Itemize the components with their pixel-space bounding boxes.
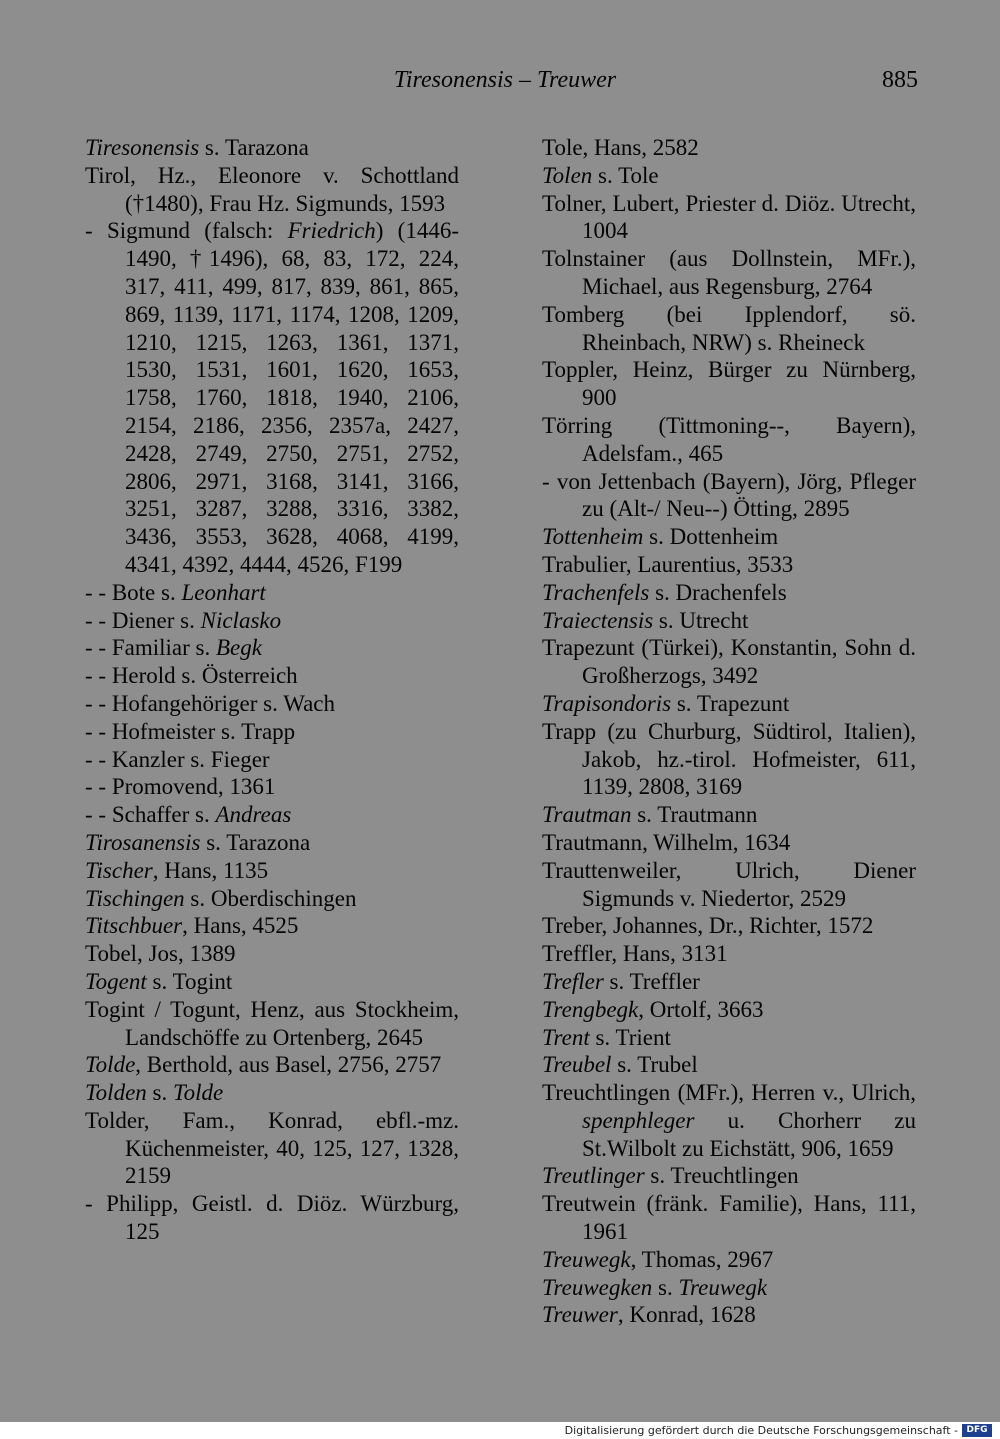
entry-italic-text: Tottenheim	[542, 524, 644, 550]
entry-italic-text: Trapisondoris	[542, 690, 672, 716]
entry-text: Trautmann, Wilhelm, 1634	[542, 829, 791, 855]
entry-text: - von Jettenbach (Bayern), Jörg, Pfleger zu (Alt-/ Neu--) Ötting, 2895	[542, 468, 916, 522]
index-entry	[542, 968, 916, 996]
entry-text: s. Trubel	[611, 1052, 698, 1078]
index-entry	[85, 746, 459, 774]
entry-text: - - Bote s.	[85, 579, 182, 605]
index-entry	[85, 217, 459, 578]
entry-text: s.	[652, 1274, 679, 1300]
entry-italic-text: Treubel	[542, 1052, 612, 1078]
index-entry	[542, 634, 916, 690]
index-entry	[542, 551, 916, 579]
entry-italic-text: Treuwegk	[542, 1246, 631, 1272]
entry-italic-text: Treutlinger	[542, 1163, 645, 1189]
index-entry	[85, 134, 459, 162]
index-entry	[85, 162, 459, 218]
entry-text: s. Treffler	[603, 968, 700, 994]
index-entry	[542, 134, 916, 162]
dfg-logo: DFG	[962, 1424, 992, 1437]
entry-text: Treuchtlingen (MFr.), Herren v., Ulrich,	[542, 1080, 916, 1106]
index-entry	[542, 1024, 916, 1052]
entry-text: Toppler, Heinz, Bürger zu Nürnberg, 900	[542, 357, 916, 411]
digitization-footer	[0, 1422, 1000, 1439]
entry-text: , Berthold, aus Basel, 2756, 2757	[135, 1052, 442, 1078]
entry-italic-text: Tolden	[85, 1080, 147, 1106]
entry-text: s. Tarazona	[200, 829, 311, 855]
entry-italic-text: Friedrich	[287, 218, 376, 244]
index-entry	[542, 1274, 916, 1302]
entry-text: s. Drachenfels	[649, 579, 787, 605]
entry-text: ) (1446-1490, †1496), 68, 83, 172, 224, 317, 411, 499, 817, 839, 861, 865, 869, 1139, 1171, 1174, 1208, 1209, 1210, 1215, 1263, 1361, 1371, 1530, 1531, 1601, 1620, 1653, 1758, 1760, 1818, 1940, 2106, 2154, 2186, 2356, 2357a, 2427, 2428, 2749, 2750, 2751, 2752, 2806, 2971, 3168, 3141, 3166, 3251, 3287, 3288, 3316, 3382, 3436, 3553, 3628, 4068, 4199, 4341, 4392, 4444, 4526, F199	[125, 218, 460, 577]
index-entry	[542, 190, 916, 246]
entry-italic-text: Niclasko	[200, 607, 282, 633]
entry-text: - - Hofangehöriger s. Wach	[85, 690, 335, 716]
entry-text: - Philipp, Geistl. d. Diöz. Würzburg, 125	[85, 1191, 459, 1245]
entry-text: s. Oberdischingen	[184, 885, 357, 911]
index-column-left	[85, 134, 459, 1246]
entry-italic-text: Trefler	[542, 968, 604, 994]
entry-italic-text: Tischer	[85, 857, 153, 883]
entry-text: Trabulier, Laurentius, 3533	[542, 551, 794, 577]
index-entry	[542, 412, 916, 468]
index-entry	[542, 162, 916, 190]
entry-text: s. Trautmann	[631, 802, 758, 828]
index-entry	[542, 1162, 916, 1190]
index-entry	[85, 829, 459, 857]
entry-text: , Hans, 4525	[182, 913, 299, 939]
entry-text: u. Chorherr zu St.Wilbolt zu Eichstätt, 906, 1659	[582, 1107, 916, 1161]
index-entry	[85, 912, 459, 940]
entry-italic-text: Andreas	[215, 802, 292, 828]
index-entry	[85, 607, 459, 635]
entry-text: s. Togint	[146, 968, 233, 994]
index-entry	[85, 1190, 459, 1246]
entry-italic-text: Trautman	[542, 802, 632, 828]
entry-text: - - Kanzler s. Fieger	[85, 746, 270, 772]
entry-text: Trapp (zu Churburg, Südtirol, Italien), Jakob, hz.-tirol. Hofmeister, 611, 1139, 2808, 3169	[542, 718, 916, 800]
entry-text: Treutwein (fränk. Familie), Hans, 111, 1961	[542, 1191, 916, 1245]
entry-italic-text: Treuwer	[542, 1302, 618, 1328]
index-entry	[85, 801, 459, 829]
entry-text: - - Familiar s.	[85, 635, 216, 661]
entry-text: s. Utrecht	[653, 607, 749, 633]
index-entry	[542, 579, 916, 607]
index-entry	[542, 996, 916, 1024]
index-entry	[542, 1190, 916, 1246]
entry-italic-text: Tolde	[85, 1052, 136, 1078]
index-entry	[542, 607, 916, 635]
index-entry	[542, 912, 916, 940]
entry-text: Törring (Tittmoning--, Bayern), Adelsfam., 465	[542, 412, 916, 466]
index-column-right	[542, 134, 916, 1329]
index-entry	[542, 690, 916, 718]
entry-text: , Hans, 1135	[152, 857, 269, 883]
entry-italic-text: Trachenfels	[542, 579, 650, 605]
entry-text: - - Schaffer s.	[85, 802, 216, 828]
entry-text: s. Treuchtlingen	[644, 1163, 799, 1189]
entry-text: Tolner, Lubert, Priester d. Diöz. Utrecht, 1004	[542, 190, 916, 244]
entry-text: , Thomas, 2967	[630, 1246, 774, 1272]
index-entry	[542, 718, 916, 801]
index-entry	[542, 245, 916, 301]
entry-text: s. Tarazona	[199, 135, 309, 160]
entry-italic-text: Trent	[542, 1024, 590, 1050]
index-entry	[85, 1079, 459, 1107]
entry-text: Treffler, Hans, 3131	[542, 941, 728, 967]
entry-text: Tolnstainer (aus Dollnstein, MFr.), Michael, aus Regensburg, 2764	[542, 246, 916, 299]
index-entry	[85, 1051, 459, 1079]
index-entry	[542, 1301, 916, 1329]
index-entry	[542, 468, 916, 524]
entry-text: , Konrad, 1628	[617, 1302, 756, 1328]
entry-italic-text: Titschbuer	[85, 913, 183, 939]
entry-italic-text: Traiectensis	[542, 607, 654, 633]
index-entry	[85, 996, 459, 1052]
entry-italic-text: Tiresonensis	[85, 135, 200, 160]
entry-text: Tirol, Hz., Eleonore v. Schottland (†1480), Frau Hz. Sigmunds, 1593	[85, 162, 459, 216]
entry-italic-text: Tolen	[542, 162, 593, 188]
index-entry	[85, 718, 459, 746]
footer-credit: Digitalisierung gefördert durch die Deutsche Forschungsgemeinschaft -	[564, 1424, 958, 1437]
entry-text: Togint / Togunt, Henz, aus Stockheim, Landschöffe zu Ortenberg, 2645	[85, 996, 459, 1050]
entry-text: s. Trient	[589, 1024, 671, 1050]
entry-text: s.	[146, 1080, 173, 1106]
entry-text: Tolder, Fam., Konrad, ebfl.-mz. Küchenmeister, 40, 125, 127, 1328, 2159	[85, 1107, 459, 1189]
index-entry	[85, 885, 459, 913]
entry-italic-text: Treuwegk	[678, 1274, 768, 1300]
entry-italic-text: spenphleger	[582, 1107, 695, 1133]
running-header-title: Tiresonensis – Treuwer	[393, 67, 617, 93]
entry-text: Treber, Johannes, Dr., Richter, 1572	[542, 913, 874, 939]
entry-text: - - Promovend, 1361	[85, 774, 276, 800]
entry-italic-text: Trengbegk	[542, 996, 639, 1022]
index-entry	[85, 940, 459, 968]
entry-italic-text: Tolde	[172, 1080, 224, 1106]
entry-text: Tomberg (bei Ipplendorf, sö. Rheinbach, NRW) s. Rheineck	[542, 301, 916, 355]
page-number: 885	[882, 67, 918, 93]
index-entry	[542, 829, 916, 857]
entry-italic-text: Tirosanensis	[85, 829, 201, 855]
index-entry	[542, 1079, 916, 1162]
entry-italic-text: Tischingen	[85, 885, 185, 911]
entry-text: Trauttenweiler, Ulrich, Diener Sigmunds v. Niedertor, 2529	[542, 857, 916, 911]
entry-text: - Sigmund (falsch:	[85, 218, 288, 244]
index-entry	[542, 940, 916, 968]
entry-text: , Ortolf, 3663	[638, 996, 764, 1022]
index-entry	[542, 1051, 916, 1079]
entry-text: s. Tole	[592, 162, 659, 188]
index-entry	[85, 690, 459, 718]
entry-text: Trapezunt (Türkei), Konstantin, Sohn d. Großherzogs, 3492	[542, 635, 916, 689]
entry-text: s. Dottenheim	[643, 524, 779, 550]
index-entry	[542, 1246, 916, 1274]
entry-italic-text: Leonhart	[181, 579, 266, 605]
entry-text: - - Diener s.	[85, 607, 201, 633]
index-entry	[542, 801, 916, 829]
index-entry	[85, 634, 459, 662]
index-entry	[542, 523, 916, 551]
entry-italic-text: Togent	[85, 968, 147, 994]
index-entry	[542, 857, 916, 913]
index-entry	[85, 1107, 459, 1190]
entry-text: Tobel, Jos, 1389	[85, 941, 236, 967]
index-entry	[85, 662, 459, 690]
index-entry	[85, 857, 459, 885]
entry-italic-text: Treuwegken	[542, 1274, 653, 1300]
entry-text: s. Trapezunt	[671, 690, 790, 716]
entry-italic-text: Begk	[215, 635, 262, 661]
entry-text: - - Hofmeister s. Trapp	[85, 718, 296, 744]
index-entry	[85, 773, 459, 801]
index-entry	[542, 301, 916, 357]
index-entry	[85, 968, 459, 996]
index-entry	[542, 356, 916, 412]
index-entry	[85, 579, 459, 607]
entry-text: - - Herold s. Österreich	[85, 663, 298, 689]
entry-text: Tole, Hans, 2582	[542, 135, 699, 160]
